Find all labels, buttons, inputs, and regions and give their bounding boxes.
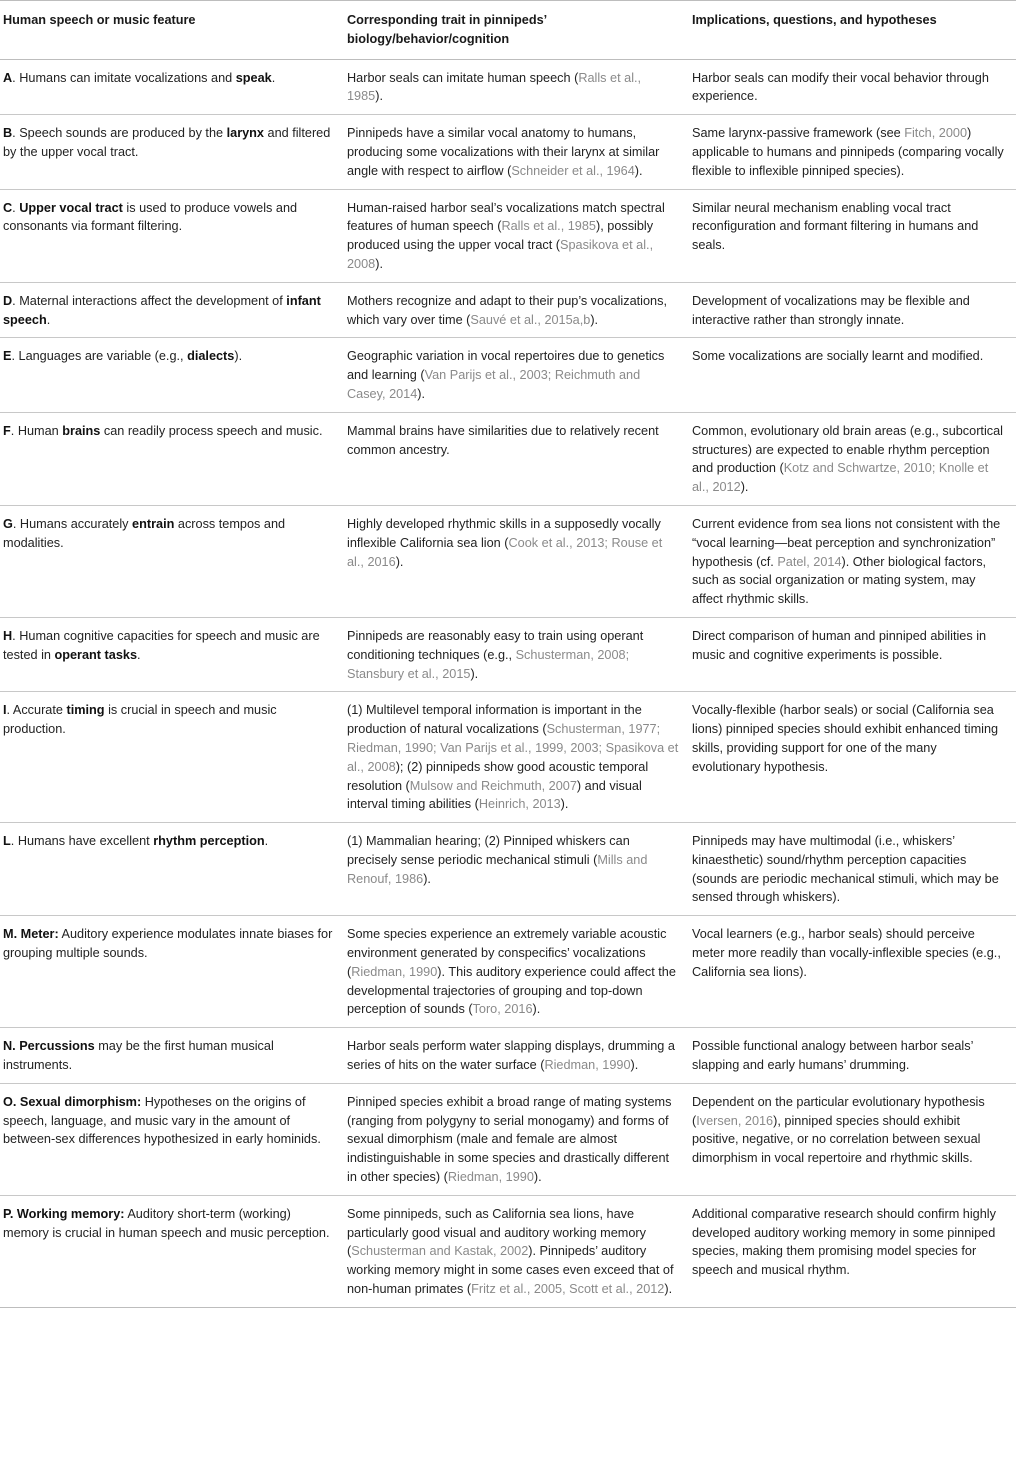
implication-cell xyxy=(689,823,1016,916)
citation: Iversen, 2016 xyxy=(696,1113,774,1128)
cell-text: . Accurate xyxy=(6,703,67,718)
citation: Van Parijs et al., 2003; Reichmuth and Casey, 2014 xyxy=(347,368,641,401)
trait-cell xyxy=(344,338,689,412)
table-row xyxy=(0,282,1016,338)
cell-text: Pinnipeds are reasonably easy to train using operant conditioning techniques (e.g., xyxy=(347,628,644,662)
feature-cell xyxy=(0,338,344,412)
bold-term: O. Sexual dimorphism: xyxy=(3,1094,142,1109)
feature-cell xyxy=(0,115,344,189)
bold-term: G xyxy=(3,516,13,531)
implication-cell xyxy=(689,1195,1016,1307)
cell-text: Common, evolutionary old brain areas (e.g., subcortical structures) are expected to enable rhythm perception and production ( xyxy=(692,423,1003,476)
citation: Schusterman, 1977; Riedman, 1990; Van Parijs et al., 1999, 2003; Spasikova et al., 2008 xyxy=(347,722,679,774)
cell-text: . Speech sounds are produced by the xyxy=(12,126,227,141)
cell-text: Similar neural mechanism enabling vocal tract reconfiguration and formant filtering in humans and seals. xyxy=(692,200,979,253)
table-row xyxy=(0,1083,1016,1195)
cell-text: ). xyxy=(234,349,243,364)
cell-text: ). xyxy=(423,871,431,886)
cell-text: Dependent on the particular evolutionary hypothesis ( xyxy=(692,1094,985,1128)
table-row xyxy=(0,412,1016,505)
cell-text: Additional comparative research should confirm highly developed auditory working memory in some pinniped species, making them promising model species for speech and musical rhythm. xyxy=(692,1206,996,1278)
bold-term: A xyxy=(3,70,13,85)
cell-text: Highly developed rhythmic skills in a supposedly vocally inflexible California sea lion ( xyxy=(347,516,661,550)
cell-text: Mammal brains have similarities due to relatively recent common ancestry. xyxy=(347,423,659,457)
cell-text: . Humans have excellent xyxy=(10,834,154,849)
feature-cell xyxy=(0,412,344,505)
bold-term: entrain xyxy=(132,516,175,531)
trait-cell xyxy=(344,823,689,916)
cell-text: ). xyxy=(470,666,479,681)
citation: Sauvé et al., 2015a,b xyxy=(470,312,591,327)
cell-text: and filtered by the upper vocal tract. xyxy=(3,126,331,159)
cell-text: ). xyxy=(533,1170,542,1185)
cell-text: Current evidence from sea lions not consistent with the “vocal learning—beat perception and synchronization” hypothesis (cf. xyxy=(692,516,1001,569)
cell-text: . Human xyxy=(10,423,63,438)
cell-text: can readily process speech and music. xyxy=(100,423,323,438)
cell-text: Pinnipeds have a similar vocal anatomy to humans, producing some vocalizations with their larynx at similar angle with respect to airflow ( xyxy=(347,126,660,178)
cell-text: . xyxy=(264,834,269,849)
header-trait: Corresponding trait in pinnipeds’ biology/behavior/cognition xyxy=(344,1,689,60)
citation: Toro, 2016 xyxy=(472,1002,533,1017)
cell-text: ). xyxy=(417,386,426,401)
cell-text: Geographic variation in vocal repertoires due to genetics and learning ( xyxy=(347,349,665,383)
cell-text: . Maternal interactions affect the development of xyxy=(12,293,287,308)
bold-term: operant tasks xyxy=(54,647,137,662)
bold-term: F xyxy=(3,423,11,438)
bold-term: B xyxy=(3,126,13,141)
implication-cell xyxy=(689,59,1016,115)
implication-cell xyxy=(689,505,1016,617)
trait-cell xyxy=(344,1195,689,1307)
implication-cell xyxy=(689,916,1016,1028)
cell-text: Hypotheses on the origins of speech, language, and music vary in the amount of between-sex differences hypothesized in early hominids. xyxy=(3,1094,321,1147)
table-row xyxy=(0,1195,1016,1307)
citation: Riedman, 1990 xyxy=(447,1170,534,1185)
cell-text: (1) Multilevel temporal information is important in the production of natural vocalizations ( xyxy=(347,703,642,737)
bold-term: brains xyxy=(62,423,101,438)
bold-term: C xyxy=(3,200,13,215)
cell-text: Vocally-flexible (harbor seals) or social (California sea lions) pinniped species should exhibit enhanced timing skills, providing support for one of the many evolutionary hypothesis. xyxy=(692,703,999,774)
cell-text: . Humans can imitate vocalizations and xyxy=(12,70,236,85)
cell-text: Some vocalizations are socially learnt and modified. xyxy=(692,349,984,364)
cell-text: Auditory short-term (working) memory is crucial in human speech and music perception. xyxy=(3,1206,330,1240)
bold-term: H xyxy=(3,628,13,643)
feature-cell xyxy=(0,189,344,282)
citation: Schusterman, 2008; Stansbury et al., 2015 xyxy=(347,647,630,681)
implication-cell xyxy=(689,692,1016,823)
trait-cell xyxy=(344,412,689,505)
citation: Riedman, 1990 xyxy=(544,1058,631,1073)
cell-text: ); (2) pinnipeds show good acoustic temporal resolution ( xyxy=(347,759,649,793)
feature-cell xyxy=(0,282,344,338)
cell-text: is used to produce vowels and consonants via formant filtering. xyxy=(3,200,298,234)
cell-text: ). xyxy=(375,89,383,104)
cell-text: ). xyxy=(740,480,749,495)
cell-text: . Humans accurately xyxy=(12,516,133,531)
feature-cell xyxy=(0,823,344,916)
citation: Mills and Renouf, 1986 xyxy=(347,852,648,886)
header-implication: Implications, questions, and hypotheses xyxy=(689,1,1016,60)
implication-cell xyxy=(689,338,1016,412)
feature-cell xyxy=(0,59,344,115)
citation: Riedman, 1990 xyxy=(351,964,438,979)
bold-term: M. Meter: xyxy=(3,927,59,942)
table-row xyxy=(0,338,1016,412)
bold-term: speak xyxy=(235,70,272,85)
trait-cell xyxy=(344,692,689,823)
cell-text: ), possibly produced using the upper vocal tract ( xyxy=(347,219,654,253)
cell-text: Direct comparison of human and pinniped abilities in music and cognitive experiments is possible. xyxy=(692,628,987,662)
cell-text: Vocal learners (e.g., harbor seals) should perceive meter more readily than vocally-inflexible species (e.g., California sea lions). xyxy=(692,927,1001,979)
cell-text: ). xyxy=(560,797,569,812)
feature-cell xyxy=(0,1195,344,1307)
bold-term: timing xyxy=(66,703,105,718)
cell-text: . Languages are variable (e.g., xyxy=(11,349,188,364)
implication-cell xyxy=(689,115,1016,189)
feature-cell xyxy=(0,617,344,691)
feature-cell xyxy=(0,1028,344,1084)
bold-term: D xyxy=(3,293,13,308)
cell-text: . xyxy=(271,70,276,85)
header-feature: Human speech or music feature xyxy=(0,1,344,60)
bold-term: P. Working memory: xyxy=(3,1206,125,1221)
table-row xyxy=(0,115,1016,189)
cell-text: Harbor seals perform water slapping displays, drumming a series of hits on the water surface ( xyxy=(347,1039,675,1073)
citation: Ralls et al., 1985 xyxy=(347,70,642,104)
cell-text: . xyxy=(137,647,141,662)
trait-cell xyxy=(344,1028,689,1084)
feature-cell xyxy=(0,692,344,823)
cell-text: ). xyxy=(590,312,599,327)
table-body xyxy=(0,59,1016,1307)
table-row xyxy=(0,617,1016,691)
implication-cell xyxy=(689,282,1016,338)
table-row xyxy=(0,916,1016,1028)
cell-text: ), pinniped species should exhibit positive, negative, or no correlation between sexual dimorphism in vocal repertoire and rhythmic skills. xyxy=(692,1113,981,1166)
bold-term: I xyxy=(3,703,7,718)
table-row xyxy=(0,1028,1016,1084)
table-row xyxy=(0,189,1016,282)
cell-text: ) applicable to humans and pinnipeds (comparing vocally flexible to inflexible pinniped species). xyxy=(692,126,1004,178)
implication-cell xyxy=(689,189,1016,282)
feature-cell xyxy=(0,1083,344,1195)
trait-cell xyxy=(344,189,689,282)
implication-cell xyxy=(689,1083,1016,1195)
feature-cell xyxy=(0,916,344,1028)
implication-cell xyxy=(689,1028,1016,1084)
cell-text: Development of vocalizations may be flexible and interactive rather than strongly innate. xyxy=(692,293,970,327)
cell-text: . Human cognitive capacities for speech and music are tested in xyxy=(3,628,320,662)
trait-cell xyxy=(344,505,689,617)
cell-text: ). Other biological factors, such as social organization or mating system, may affect rhythmic skills. xyxy=(692,554,987,607)
cell-text: Possible functional analogy between harbor seals’ slapping and early humans’ drumming. xyxy=(692,1039,973,1073)
cell-text: is crucial in speech and music production. xyxy=(3,703,277,737)
cell-text: Some pinnipeds, such as California sea lions, have particularly good visual and auditory working memory ( xyxy=(347,1206,646,1259)
citation: Heinrich, 2013 xyxy=(478,797,561,812)
header-row xyxy=(0,1,1016,60)
cell-text: . xyxy=(12,200,20,215)
cell-text: ). xyxy=(395,554,404,569)
cell-text: ). Pinnipeds’ auditory working memory might in some cases even exceed that of non-human primates ( xyxy=(347,1244,674,1297)
cell-text: Pinnipeds may have multimodal (i.e., whiskers’ kinaesthetic) sound/rhythm perception capacities (sounds are periodic mechanical stimuli, which may be sensed through whiskers). xyxy=(692,834,999,905)
cell-text: ). xyxy=(630,1058,639,1073)
cell-text: ). This auditory experience could affect the developmental trajectories of grouping and top-down perception of sounds ( xyxy=(347,964,676,1017)
trait-cell xyxy=(344,916,689,1028)
bold-term: infant speech xyxy=(3,293,321,327)
citation: Ralls et al., 1985 xyxy=(501,219,596,234)
citation: Fritz et al., 2005, Scott et al., 2012 xyxy=(471,1282,665,1297)
table-row xyxy=(0,59,1016,115)
citation: Mulsow and Reichmuth, 2007 xyxy=(409,778,577,793)
cell-text: ) and visual interval timing abilities ( xyxy=(347,778,642,812)
citation: Kotz and Schwartze, 2010; Knolle et al., 2012 xyxy=(692,461,989,495)
cell-text: Auditory experience modulates innate biases for grouping multiple sounds. xyxy=(3,927,333,961)
bold-term: dialects xyxy=(187,349,235,364)
citation: Fitch, 2000 xyxy=(904,126,968,141)
table-row xyxy=(0,692,1016,823)
citation: Spasikova et al., 2008 xyxy=(347,238,654,271)
cell-text: . xyxy=(46,312,51,327)
trait-cell xyxy=(344,282,689,338)
bold-term: rhythm perception xyxy=(153,834,265,849)
citation: Schneider et al., 1964 xyxy=(511,163,635,178)
cell-text: Some species experience an extremely variable acoustic environment generated by conspecifics’ vocalizations ( xyxy=(347,927,667,979)
cell-text: Harbor seals can modify their vocal behavior through experience. xyxy=(692,70,989,104)
cell-text: Pinniped species exhibit a broad range of mating systems (ranging from polygyny to serial monogamy) and forms of sexual dimorphism (male and female are almost indistinguishable in some species and drastically different in other species) ( xyxy=(347,1094,672,1185)
cell-text: across tempos and modalities. xyxy=(3,516,286,550)
trait-cell xyxy=(344,617,689,691)
bold-term: Upper vocal tract xyxy=(19,200,123,215)
cell-text: ). xyxy=(532,1002,541,1017)
bold-term: E xyxy=(3,349,12,364)
citation: Schusterman and Kastak, 2002 xyxy=(351,1244,529,1259)
cell-text: ). xyxy=(664,1282,673,1297)
citation: Cook et al., 2013; Rouse et al., 2016 xyxy=(347,535,663,569)
feature-cell xyxy=(0,505,344,617)
cell-text: Harbor seals can imitate human speech ( xyxy=(347,70,579,85)
table-header xyxy=(0,1,1016,60)
implication-cell xyxy=(689,617,1016,691)
implication-cell xyxy=(689,412,1016,505)
cell-text: Human-raised harbor seal’s vocalizations match spectral features of human speech ( xyxy=(347,200,665,234)
citation: Patel, 2014 xyxy=(777,554,842,569)
bold-term: larynx xyxy=(226,126,264,141)
bold-term: N. Percussions xyxy=(3,1039,95,1054)
cell-text: Mothers recognize and adapt to their pup’s vocalizations, which vary over time ( xyxy=(347,293,667,327)
trait-cell xyxy=(344,1083,689,1195)
table-row xyxy=(0,823,1016,916)
cell-text: (1) Mammalian hearing; (2) Pinniped whiskers can precisely sense periodic mechanical stimuli ( xyxy=(347,834,630,867)
trait-cell xyxy=(344,115,689,189)
bold-term: L xyxy=(3,834,11,849)
cell-text: may be the first human musical instruments. xyxy=(3,1039,274,1073)
trait-cell xyxy=(344,59,689,115)
cell-text: Same larynx-passive framework (see xyxy=(692,126,905,141)
cell-text: ). xyxy=(375,256,383,271)
cell-text: ). xyxy=(634,163,643,178)
table-row xyxy=(0,505,1016,617)
